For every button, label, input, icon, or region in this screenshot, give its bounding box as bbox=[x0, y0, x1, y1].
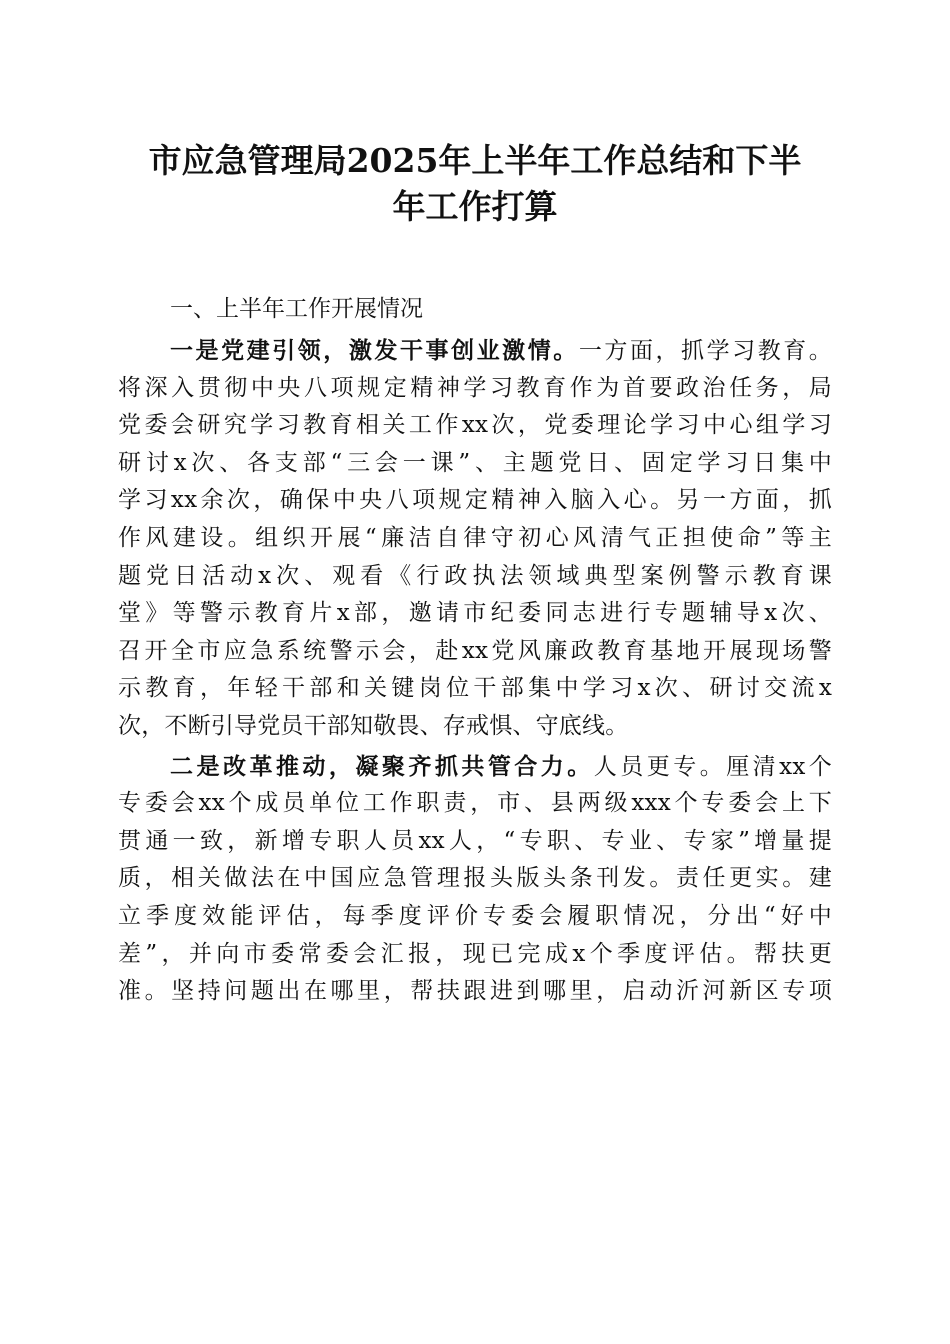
paragraph-line bbox=[118, 748, 832, 786]
paragraph-line: 党委会研究学习教育相关工作xx次，党委理论学习中心组学习 bbox=[118, 412, 832, 439]
paragraph-line: 题党日活动x次、观看《行政执法领域典型案例警示教育课 bbox=[118, 562, 832, 589]
paragraph-line: 召开全市应急系统警示会，赴xx党风廉政教育基地开展现场警 bbox=[118, 637, 832, 664]
paragraph-party-building bbox=[118, 332, 832, 746]
paragraph-line: 作风建设。组织开展“廉洁自律守初心风清气正担使命”等主 bbox=[118, 524, 832, 551]
paragraph-line: 专委会xx个成员单位工作职责，市、县两级xxx个专委会上下 bbox=[118, 790, 832, 817]
paragraph-lead: 二是改革推动，凝聚齐抓共管合力。 bbox=[170, 752, 594, 780]
paragraph-line bbox=[118, 332, 832, 370]
paragraph-line-rest: 一方面，抓学习教育。 bbox=[578, 338, 833, 364]
paragraph-line-rest: 人员更专。厘清xx个 bbox=[593, 753, 832, 780]
title-line-1: 市应急管理局2025年上半年工作总结和下半 bbox=[148, 141, 802, 180]
paragraph-line: 示教育，年轻干部和关键岗位干部集中学习x次、研讨交流x bbox=[118, 675, 832, 702]
paragraph-reform bbox=[118, 748, 832, 1011]
paragraph-lead: 一是党建引领，激发干事创业激情。 bbox=[170, 337, 579, 364]
paragraph-line: 学习xx余次，确保中央八项规定精神入脑入心。另一方面，抓 bbox=[118, 487, 832, 514]
paragraph-line: 准。坚持问题出在哪里，帮扶跟进到哪里，启动沂河新区专项 bbox=[118, 978, 832, 1005]
paragraph-line: 堂》等警示教育片x部，邀请市纪委同志进行专题辅导x次、 bbox=[118, 600, 832, 627]
section-heading: 一、上半年工作开展情况 bbox=[170, 296, 423, 322]
title-line-2: 年工作打算 bbox=[392, 187, 558, 226]
paragraph-line: 差”，并向市委常委会汇报，现已完成x个季度评估。帮扶更 bbox=[118, 940, 832, 967]
paragraph-line: 立季度效能评估，每季度评价专委会履职情况，分出“好中 bbox=[118, 902, 832, 929]
paragraph-line: 将深入贯彻中央八项规定精神学习教育作为首要政治任务，局 bbox=[118, 374, 832, 401]
paragraph-line: 质，相关做法在中国应急管理报头版头条刊发。责任更实。建 bbox=[118, 865, 832, 892]
paragraph-line: 次，不断引导党员干部知敬畏、存戒惧、守底线。 bbox=[118, 712, 629, 739]
document-title bbox=[118, 138, 832, 230]
paragraph-line: 研讨x次、各支部“三会一课”、主题党日、固定学习日集中 bbox=[118, 449, 832, 476]
paragraph-line: 贯通一致，新增专职人员xx人，“专职、专业、专家”增量提 bbox=[118, 827, 832, 854]
